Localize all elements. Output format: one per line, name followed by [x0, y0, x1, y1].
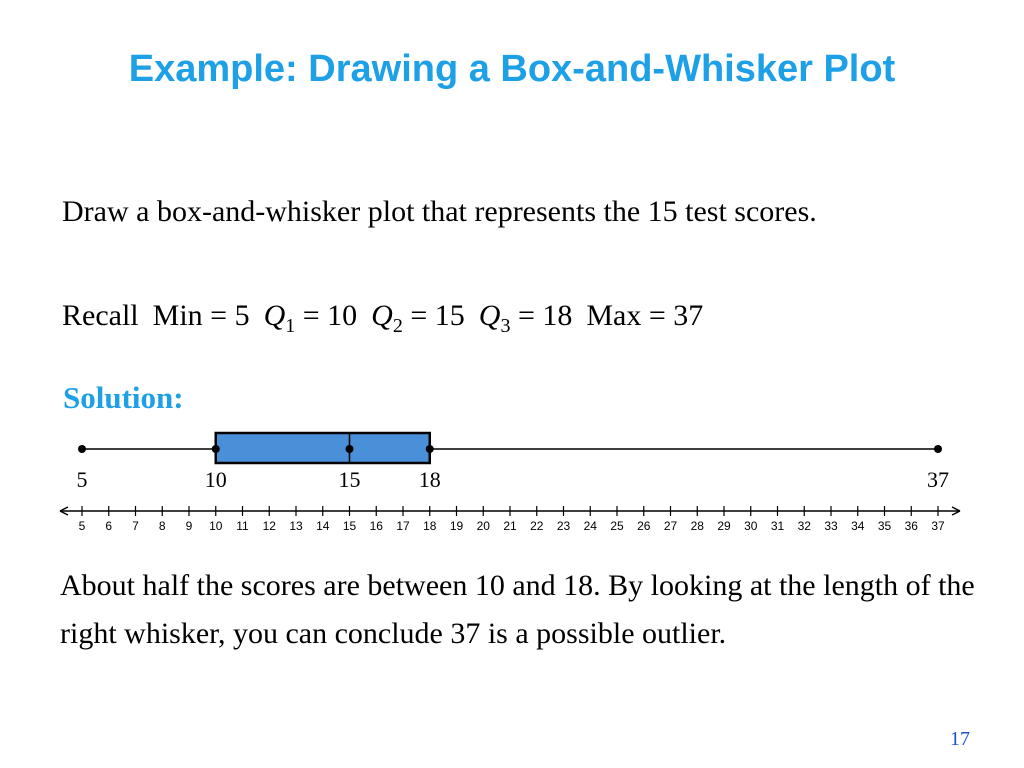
number-line-tick-label: 9	[185, 519, 193, 533]
min-value-label: 5	[76, 467, 88, 492]
number-line-tick-label: 22	[530, 519, 544, 533]
min-point	[78, 445, 86, 453]
number-line-tick-label: 19	[449, 519, 464, 533]
q3-value: = 18	[510, 299, 573, 332]
q3-point	[426, 445, 434, 453]
recall-min: Min = 5	[152, 299, 250, 332]
number-line-tick-label: 5	[78, 519, 86, 533]
slide-title: Example: Drawing a Box-and-Whisker Plot	[128, 48, 896, 90]
iqr-box	[216, 433, 430, 463]
median-value-label: 15	[338, 467, 361, 492]
number-line-tick-label: 32	[797, 519, 811, 533]
number-line-tick-label: 20	[476, 519, 490, 533]
number-line-tick-label: 23	[556, 519, 571, 533]
number-line-tick-label: 35	[877, 519, 892, 533]
q1-value: = 10	[295, 299, 358, 332]
number-line-tick-label: 27	[663, 519, 678, 533]
intro-text: Draw a box-and-whisker plot that represents the 15 test scores.	[62, 195, 817, 228]
q1-symbol: Q	[263, 299, 286, 332]
number-line-tick-label: 17	[396, 519, 410, 533]
number-line-tick-label: 34	[851, 519, 865, 533]
q3-value-label: 18	[418, 467, 441, 492]
number-line-tick-label: 36	[904, 519, 918, 533]
number-line-tick-label: 29	[717, 519, 731, 533]
q1-subscript: 1	[285, 315, 296, 337]
recall-max: Max = 37	[586, 299, 704, 332]
number-line-tick-label: 25	[610, 519, 624, 533]
number-line-tick-label: 7	[132, 519, 139, 533]
number-line-tick-label: 6	[105, 519, 113, 533]
q1-value-label: 10	[204, 467, 227, 492]
number-line-tick-label: 33	[824, 519, 838, 533]
number-line-tick-label: 26	[637, 519, 651, 533]
median-point	[346, 445, 354, 453]
q3-symbol: Q	[478, 299, 501, 332]
number-line-tick-label: 18	[423, 519, 437, 533]
number-line-tick-label: 24	[583, 519, 597, 533]
number-line-tick-label: 30	[744, 519, 758, 533]
number-line-tick-label: 11	[236, 519, 249, 533]
q3-subscript: 3	[500, 315, 511, 337]
number-line-tick-label: 8	[158, 519, 166, 533]
number-line-tick-label: 15	[342, 519, 357, 533]
number-line-tick-label: 12	[262, 519, 276, 533]
page-number: 17	[950, 728, 970, 750]
conclusion-text: About half the scores are between 10 and 18. By looking at the length of the right whisker, you can conclude 37 is a possible outlier.	[60, 569, 975, 650]
q2-value: = 15	[402, 299, 465, 332]
number-line-tick-label: 31	[770, 519, 785, 533]
q2-subscript: 2	[392, 315, 403, 337]
q1-point	[212, 445, 220, 453]
number-line-tick-label: 14	[316, 519, 330, 533]
number-line-tick-label: 37	[931, 519, 945, 533]
number-line-tick-label: 13	[289, 519, 303, 533]
number-line-tick-label: 21	[503, 519, 517, 533]
q2-symbol: Q	[371, 299, 393, 332]
solution-label: Solution:	[63, 380, 184, 415]
max-point	[934, 445, 942, 453]
number-line-tick-label: 28	[690, 519, 704, 533]
recall-label: Recall	[62, 299, 139, 332]
number-line-tick-label: 10	[209, 519, 223, 533]
max-value-label: 37	[927, 467, 949, 492]
number-line-tick-label: 16	[369, 519, 383, 533]
